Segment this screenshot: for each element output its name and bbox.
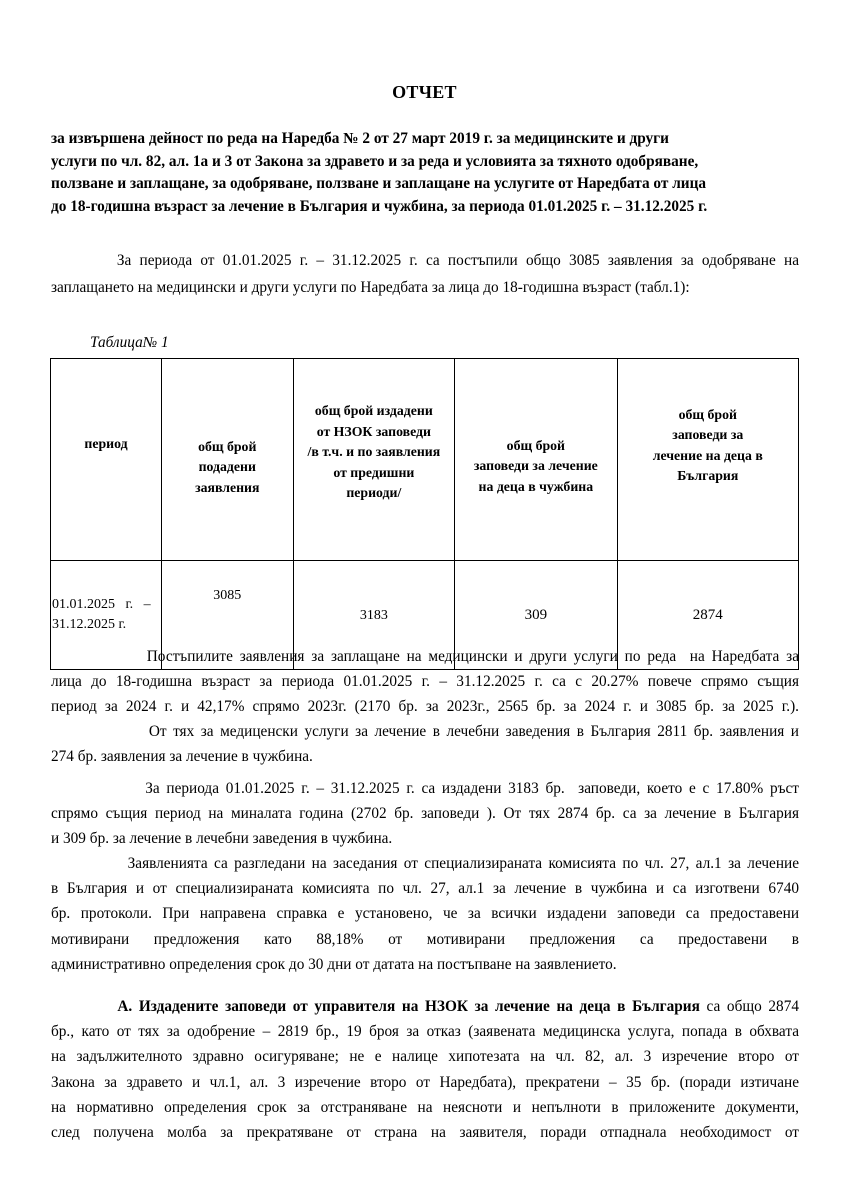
paragraph-line: мотивирани предложения като 88,18% от мотивирани предложения са предоставени в: [51, 930, 799, 948]
header-text: подадени: [198, 459, 256, 475]
cell-orders-abroad: 309: [455, 561, 617, 670]
header-period: [51, 359, 162, 561]
section-a: [51, 994, 799, 1145]
paragraph-line: Закона за здравето и чл.1, ал. 3 изречение второ от Наредбата), прекратени – 35 бр. (поради изтичане: [51, 1073, 799, 1091]
header-orders-bulgaria: [617, 359, 798, 561]
header-text: /в т.ч. и по заявления: [307, 444, 441, 460]
paragraph-breakdown: [51, 719, 799, 769]
header-text: от предишни: [333, 464, 415, 480]
paragraph-line: бр., като от тях за одобрение – 2819 бр., 19 броя за отказ (заявената медицинска услуга, попада в обхвата: [51, 1023, 799, 1041]
paragraph-line: 274 бр. заявления за лечение в чужбина.: [51, 748, 313, 766]
header-text: общ брой: [506, 437, 565, 453]
paragraph-orders: [51, 776, 799, 852]
document-title: ОТЧЕТ: [392, 82, 457, 102]
subtitle-line: до 18-годишна възраст за лечение в България и чужбина, за периода 01.01.2025 г. – 31.12.2025 г.: [51, 197, 708, 215]
period-start: 01.01.2025 г. –: [52, 597, 151, 612]
paragraph-line: бр. протоколи. При направена справка е установено, че за всички издадени заповеди са предоставени: [51, 905, 799, 923]
section-a-first-line-rest: са общо 2874: [699, 998, 800, 1015]
header-text: България: [677, 468, 739, 483]
paragraph-line: след получена молба за прекратяване от страна на заявителя, поради отпаднала необходимост от: [51, 1124, 799, 1142]
cell-orders-total: 3183: [293, 561, 455, 670]
table-header-row: [51, 359, 799, 561]
header-applications: [161, 359, 293, 561]
paragraph-line: период за 2024 г. и 42,17% спрямо 2023г. (2170 бр. за 2023г., 2565 бр. за 2024 г. и 3085 бр. за 2025 г.).: [51, 698, 799, 716]
paragraph-line: заплащането на медицински и други услуги по Наредбата за лица до 18-годишна възраст (табл.1):: [51, 279, 690, 296]
cell-applications: 3085: [161, 561, 293, 670]
document-subtitle: [51, 128, 811, 218]
section-a-heading: А. Издадените заповеди от управителя на НЗОК за лечение на деца в България: [117, 998, 700, 1015]
header-text: общ брой: [678, 406, 737, 422]
header-text: от НЗОК заповеди: [316, 423, 431, 439]
statistics-table: [50, 358, 799, 670]
section-a-first-line: [51, 994, 799, 1019]
paragraph-line: на нормативно определения срок за отстраняване на неясноти и непълноти в приложените документи,: [51, 1098, 799, 1116]
header-text: на деца в чужбина: [478, 478, 594, 494]
header-text: периоди/: [346, 485, 402, 501]
paragraph-line: лица до 18-годишна възраст за периода 01.01.2025 г. – 31.12.2025 г. са с 20.27% повече спрямо същия: [51, 673, 799, 691]
header-text: лечение на деца в: [652, 447, 763, 463]
paragraph-line: За периода 01.01.2025 г. – 31.12.2025 г. са издадени 3183 бр. заповеди, което е с 17.80% ръст: [51, 780, 799, 797]
subtitle-line: за извършена дейност по реда на Наредба № 2 от 27 март 2019 г. за медицинските и други: [51, 130, 669, 147]
header-orders-total: [293, 359, 455, 561]
paragraph-line: За периода от 01.01.2025 г. – 31.12.2025 г. са постъпили общо 3085 заявления за одобряване на: [51, 252, 799, 269]
header-text: общ брой: [198, 438, 257, 454]
header-text: заповеди за: [672, 427, 744, 442]
paragraph-line: Постъпилите заявления за заплащане на медицински и други услуги по реда на Наредбата за: [51, 648, 799, 665]
period-end: 31.12.2025 г.: [52, 617, 127, 632]
subtitle-line: услуги по чл. 82, ал. 1а и 3 от Закона за здравето и за реда и условията за тяхното одобряване,: [51, 152, 699, 170]
header-text: заповеди за лечение: [473, 458, 598, 474]
paragraph-line: спрямо същия период на миналата година (2702 бр. заповеди ). От тях 2874 бр. са за лечение в България: [51, 805, 799, 823]
paragraph-line: административно определения срок до 30 дни от датата на постъпване на заявлението.: [51, 955, 617, 973]
header-text: период: [84, 436, 128, 452]
paragraph-line: От тях за медиценски услуги за лечение в лечебни заведения в България 2811 бр. заявления и: [51, 723, 799, 740]
subtitle-line: ползване и заплащане, за одобряване, ползване и заплащане на услугите от Наредбата от лица: [51, 175, 707, 192]
paragraph-line: Заявленията са разгледани на заседания от специализираната комисията по чл. 27, ал.1 за лечение: [51, 855, 799, 872]
paragraph-commissions: [51, 851, 799, 977]
paragraph-line: в България и от специализираната комисията по чл. 27, ал.1 за лечение в чужбина и са изготвени 6740: [51, 880, 799, 898]
header-text: общ брой издадени: [314, 403, 433, 419]
intro-paragraph: [51, 247, 799, 301]
cell-orders-bulgaria: 2874: [617, 561, 798, 670]
paragraph-growth: [51, 644, 799, 720]
header-orders-abroad: [455, 359, 617, 561]
paragraph-line: и 309 бр. за лечение в лечебни заведения в чужбина.: [51, 830, 393, 848]
table-caption: Таблица№ 1: [90, 334, 169, 351]
header-text: заявления: [195, 479, 260, 495]
paragraph-line: на задължителното здравно осигуряване; не е налице хипотезата на чл. 82, ал. 3 изречение второ от: [51, 1048, 799, 1066]
